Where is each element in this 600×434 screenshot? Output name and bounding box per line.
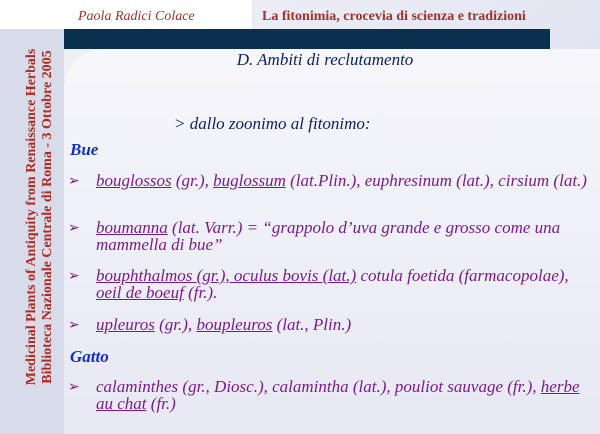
sidebar-line-2: Biblioteca Nazionale Centrale di Roma - 3 Ottobre 2005 (40, 50, 55, 384)
term: oeil de boeuf (96, 283, 184, 302)
text-part: (lat., Plin.) (272, 315, 352, 334)
list-item (68, 378, 588, 412)
text-part: (gr.), (171, 171, 214, 190)
text-part: calaminthes (gr., Diosc.), calamintha (lat.), pouliot sauvage (fr.), (96, 377, 541, 396)
list-item (68, 172, 588, 190)
text-part: cotula foetida (farmacopolae), (356, 266, 569, 285)
term: bouphthalmos (gr.), oculus bovis (lat.) (96, 266, 357, 285)
text-part: (gr.), (154, 315, 197, 334)
term: bouglossos (96, 171, 172, 190)
term: upleuros (96, 315, 155, 334)
term: herbe au chat (96, 377, 580, 413)
list-item-text (96, 267, 588, 301)
sidebar-line-1: Medicinal Plants of Antiquity from Renaissance Herbals (24, 48, 39, 386)
header-bar (64, 29, 550, 49)
bullet-icon: ➢ (68, 221, 80, 236)
text-part: (fr.) (146, 394, 176, 413)
term: boumanna (96, 218, 168, 237)
slide-subtitle: D. Ambiti di reclutamento (236, 50, 414, 69)
slide-intro: > dallo zoonimo al fitonimo: (174, 114, 371, 133)
bullet-icon: ➢ (68, 380, 80, 395)
term: boupleuros (196, 315, 273, 334)
list-item-text (96, 219, 588, 253)
list-item-text (96, 316, 588, 333)
sidebar-vertical-text (24, 22, 56, 412)
bullet-icon: ➢ (68, 269, 80, 284)
section-heading-bue: Bue (70, 140, 99, 159)
list-item-text (96, 378, 588, 412)
text-part: (lat.Plin.), euphresinum (lat.), cirsium (lat.) (285, 171, 587, 190)
bullet-icon: ➢ (68, 318, 80, 333)
header-title: La fitonimia, crocevia di scienza e tradizioni (262, 9, 526, 24)
bullet-icon: ➢ (68, 174, 80, 189)
list-item (68, 316, 588, 334)
section-heading-gatto: Gatto (70, 347, 109, 366)
header-author: Paola Radici Colace (78, 9, 195, 24)
text-part: (fr.). (183, 283, 218, 302)
list-item-text (96, 172, 588, 189)
term: buglossum (213, 171, 286, 190)
text-part: (lat. Varr.) = “grappolo d’uva grande e grosso come una mammella di bue” (96, 218, 561, 254)
list-item (68, 219, 588, 253)
list-item (68, 267, 588, 301)
